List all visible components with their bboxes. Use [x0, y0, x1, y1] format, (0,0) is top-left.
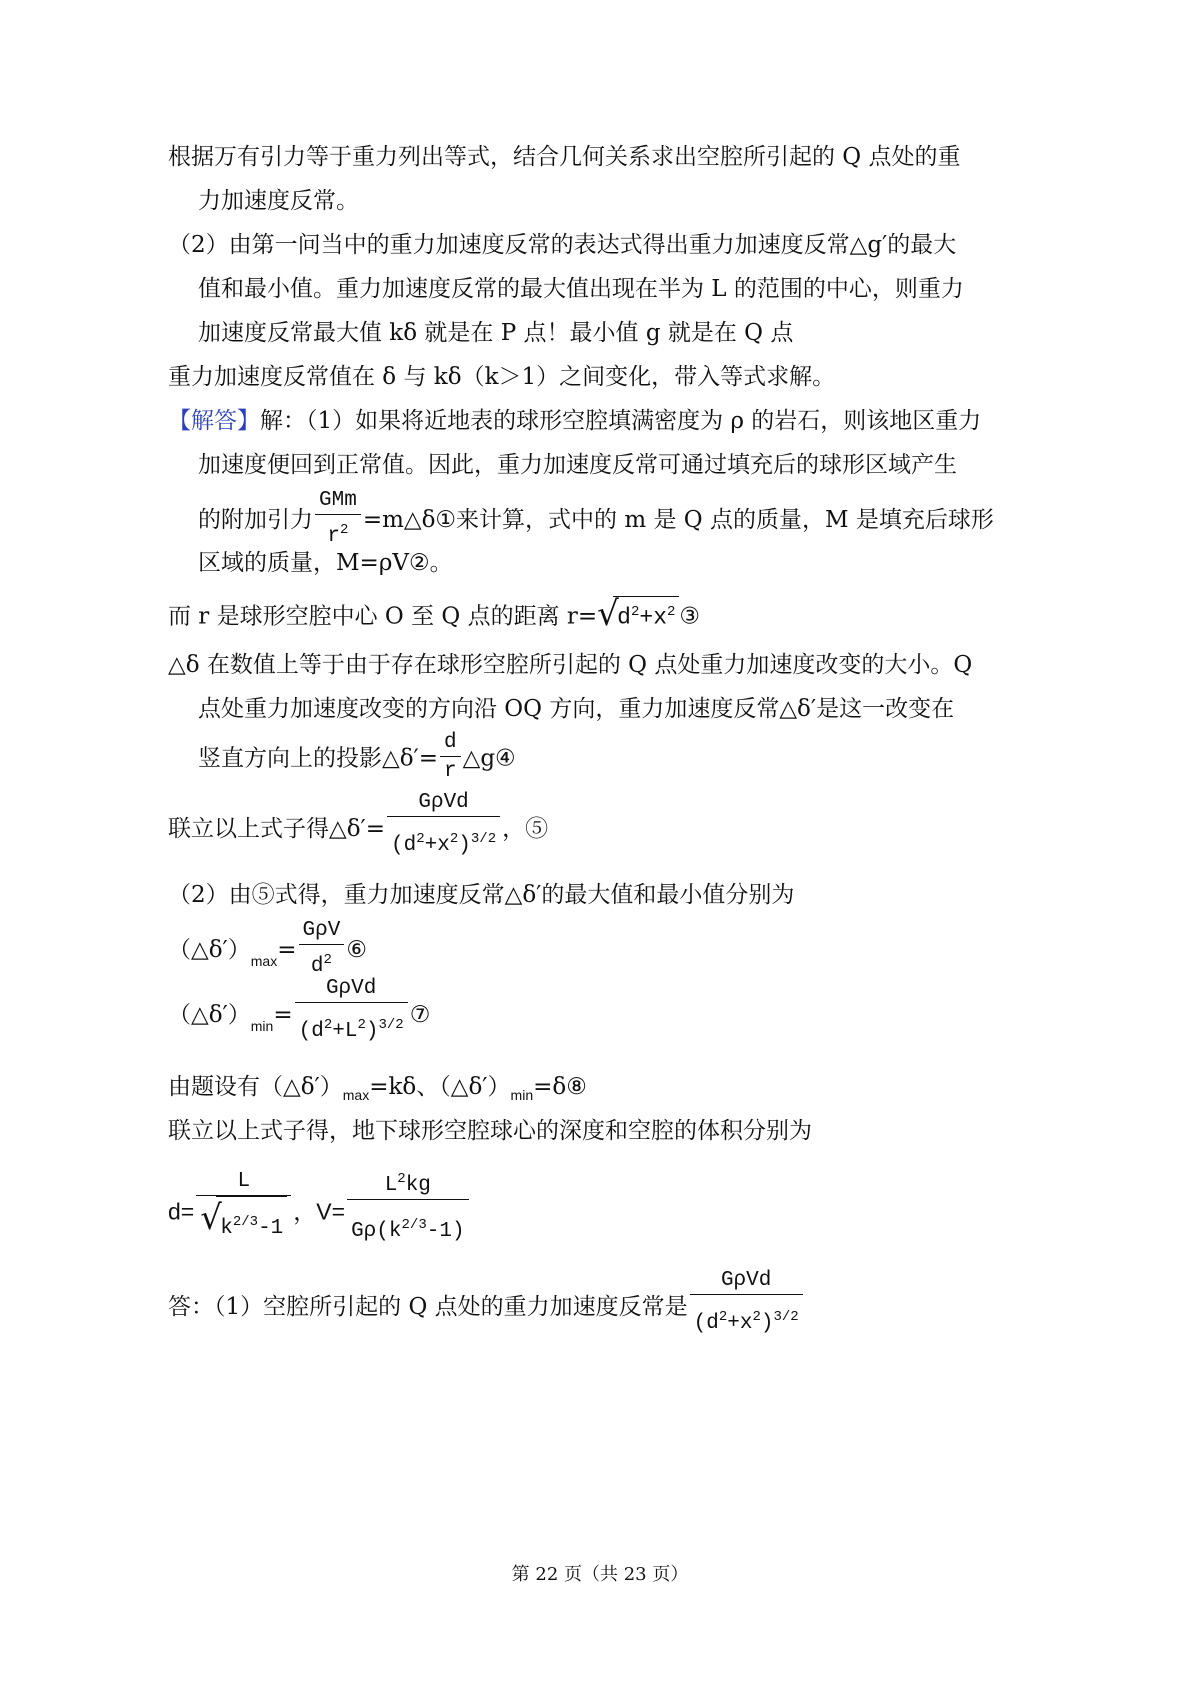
radicand: [216, 1196, 287, 1254]
symbol: d: [706, 1312, 719, 1335]
symbol: ): [365, 1020, 379, 1043]
text-span: （△δ′）: [168, 1002, 251, 1028]
symbol: x: [739, 1312, 753, 1335]
symbol: r: [327, 525, 340, 548]
subscript: max: [250, 953, 278, 969]
formula-line: [168, 976, 430, 1056]
text-span: =kδ、（△δ′）: [369, 1074, 511, 1100]
radicand: [613, 596, 679, 633]
exponent: 2: [718, 1309, 728, 1325]
exponent: 2: [340, 522, 349, 538]
text-line: 力加速度反常。: [198, 188, 359, 214]
symbol: +: [639, 604, 654, 631]
symbol: -1: [258, 1217, 284, 1240]
exponent: 2: [397, 1171, 406, 1187]
radical-sign: √: [200, 1198, 222, 1238]
symbol: (: [376, 1220, 389, 1243]
symbol: k: [220, 1217, 233, 1240]
text-line: 联立以上式子得，地下球形空腔球心的深度和空腔的体积分别为: [168, 1118, 812, 1144]
numerator: L: [196, 1169, 291, 1196]
radical-sign: √: [597, 594, 619, 634]
text-span: =: [273, 1002, 293, 1028]
fraction-d-r: [440, 730, 461, 787]
denominator: [315, 515, 361, 552]
fraction-d-result: [196, 1169, 291, 1254]
fraction-gpv-d2: [299, 918, 345, 982]
text-span: ，⑤: [502, 816, 549, 842]
exponent: 2: [667, 604, 676, 620]
fraction-gpvd-d2l2: [295, 976, 408, 1054]
exponent: 2: [449, 831, 459, 847]
exponent: 2: [357, 1017, 366, 1033]
text-line: 值和最小值。重力加速度反常的最大值出现在半为 L 的范围的中心，则重力: [198, 276, 964, 302]
symbol: +: [727, 1312, 740, 1335]
symbol: ): [760, 1312, 774, 1335]
numerator: GρVd: [295, 976, 408, 1003]
exponent: 2: [323, 1017, 333, 1033]
numerator: GρVd: [690, 1268, 803, 1295]
symbol: (: [391, 834, 404, 857]
symbol: x: [653, 604, 667, 631]
symbol: +: [424, 834, 438, 857]
text-line: 区域的质量，M=ρV②。: [198, 550, 453, 576]
text-line: △δ 在数值上等于由于存在球形空腔所引起的 Q 点处重力加速度改变的大小。Q: [168, 652, 973, 678]
answer-tag: 【解答】: [168, 408, 260, 434]
formula-line: [168, 1072, 587, 1110]
fraction-gpvd-d2x2: [387, 790, 500, 868]
subscript: max: [342, 1087, 370, 1103]
symbol: x: [437, 834, 450, 857]
text-span: d=: [168, 1198, 195, 1225]
text-line: 点处重力加速度改变的方向沿 OQ 方向，重力加速度反常△δ′是这一改变在: [198, 696, 955, 722]
denominator: r: [444, 760, 457, 783]
exponent: 2: [323, 952, 332, 968]
symbol: kg: [405, 1174, 431, 1197]
symbol: d: [403, 834, 417, 857]
text-span: =m△δ①来计算，式中的 m 是 Q 点的质量，M 是填充后球形: [362, 507, 994, 533]
denominator: [295, 1003, 408, 1054]
answer-line: [168, 406, 981, 436]
text-line: 重力加速度反常值在 δ 与 kδ（k＞1）之间变化，带入等式求解。: [168, 364, 836, 390]
text-span: 由题设有（△δ′）: [168, 1074, 343, 1100]
exponent: 2: [630, 604, 640, 620]
numerator: GρVd: [387, 790, 500, 817]
symbol: (: [298, 1020, 312, 1043]
text-span: ，V=: [293, 1198, 346, 1225]
symbol: 2: [790, 1309, 799, 1325]
symbol: 3: [418, 1217, 427, 1233]
text-span: 竖直方向上的投影△δ′=: [198, 745, 439, 772]
text-span: =δ⑧: [533, 1074, 587, 1100]
text-span: ③: [679, 603, 701, 630]
symbol: 2: [395, 1017, 404, 1033]
text-span: 而 r 是球形空腔中心 O 至 Q 点的距离 r=: [168, 603, 598, 630]
symbol: d: [617, 604, 631, 631]
sqrt-d2-x2: [597, 596, 679, 633]
text-line: 加速度便回到正常值。因此，重力加速度反常可通过填充后的球形区域产生: [198, 452, 957, 478]
text-span: 答：（1）空腔所引起的 Q 点处的重力加速度反常是: [168, 1294, 688, 1320]
symbol: 2: [232, 1214, 242, 1230]
symbol: 3: [249, 1214, 259, 1230]
symbol: d: [310, 955, 324, 978]
symbol: +: [332, 1020, 345, 1043]
formula-line: [198, 488, 994, 548]
symbol: 2: [401, 1217, 410, 1233]
fraction-answer: [690, 1268, 803, 1346]
text-span: 的附加引力: [198, 507, 313, 533]
text-span: ⑦: [409, 1002, 431, 1028]
denominator: [387, 817, 500, 868]
subscript: min: [250, 1018, 274, 1034]
exponent-fraction: 2/3: [401, 1217, 427, 1233]
symbol: 3: [470, 831, 480, 847]
exponent-fraction: 3/2: [378, 1017, 404, 1033]
denominator: [196, 1196, 291, 1254]
text-span: 联立以上式子得△δ′=: [168, 816, 386, 842]
denominator: [347, 1200, 468, 1257]
numerator: [347, 1166, 468, 1200]
text-line: （2）由⑤式得，重力加速度反常△δ′的最大值和最小值分别为: [168, 882, 795, 908]
exponent-fraction: 3/2: [773, 1309, 799, 1325]
formula-line: [168, 1166, 471, 1256]
text-span: 解：（1）如果将近地表的球形空腔填满密度为 ρ 的岩石，则该地区重力: [260, 408, 982, 434]
formula-line: [168, 1268, 805, 1348]
denominator: [690, 1295, 803, 1346]
formula-line: [198, 730, 516, 786]
symbol: 2: [487, 831, 497, 847]
exponent-fraction: 3/2: [470, 831, 497, 847]
symbol: 3: [773, 1309, 782, 1325]
symbol: -1: [426, 1220, 452, 1243]
symbol: L: [384, 1174, 398, 1197]
text-line: （2）由第一问当中的重力加速度反常的表达式得出重力加速度反常△g′的最大: [168, 232, 957, 258]
formula-line: [168, 918, 367, 978]
fraction-v-result: [347, 1166, 468, 1257]
symbol: L: [344, 1020, 358, 1043]
page-footer: 第 22 页（共 23 页）: [511, 1564, 689, 1585]
numerator: GMm: [315, 488, 361, 515]
subscript: min: [510, 1087, 534, 1103]
symbol: 3: [378, 1017, 387, 1033]
text-line: 根据万有引力等于重力列出等式，结合几何关系求出空腔所引起的 Q 点处的重: [168, 144, 961, 170]
symbol: ): [451, 1220, 465, 1243]
symbol: d: [311, 1020, 324, 1043]
numerator: GρV: [299, 918, 345, 945]
exponent: 2: [752, 1309, 761, 1325]
text-span: ⑥: [346, 937, 367, 963]
sqrt-k-term: [200, 1196, 287, 1254]
symbol: (: [693, 1312, 707, 1335]
exponent-fraction: 2/3: [232, 1214, 259, 1230]
symbol: ): [458, 834, 471, 857]
text-span: （△δ′）: [168, 937, 251, 963]
text-line: 加速度反常最大值 kδ 就是在 P 点！最小值 g 就是在 Q 点: [198, 320, 794, 346]
formula-line: [168, 596, 700, 638]
formula-line: [168, 790, 548, 870]
text-span: =: [277, 937, 297, 963]
numerator: d: [440, 730, 461, 757]
text-span: △g④: [462, 745, 516, 772]
fraction-gmm-r2: [315, 488, 361, 552]
symbol: Gρ: [351, 1220, 377, 1243]
exponent: 2: [416, 831, 425, 847]
symbol: k: [388, 1220, 402, 1243]
